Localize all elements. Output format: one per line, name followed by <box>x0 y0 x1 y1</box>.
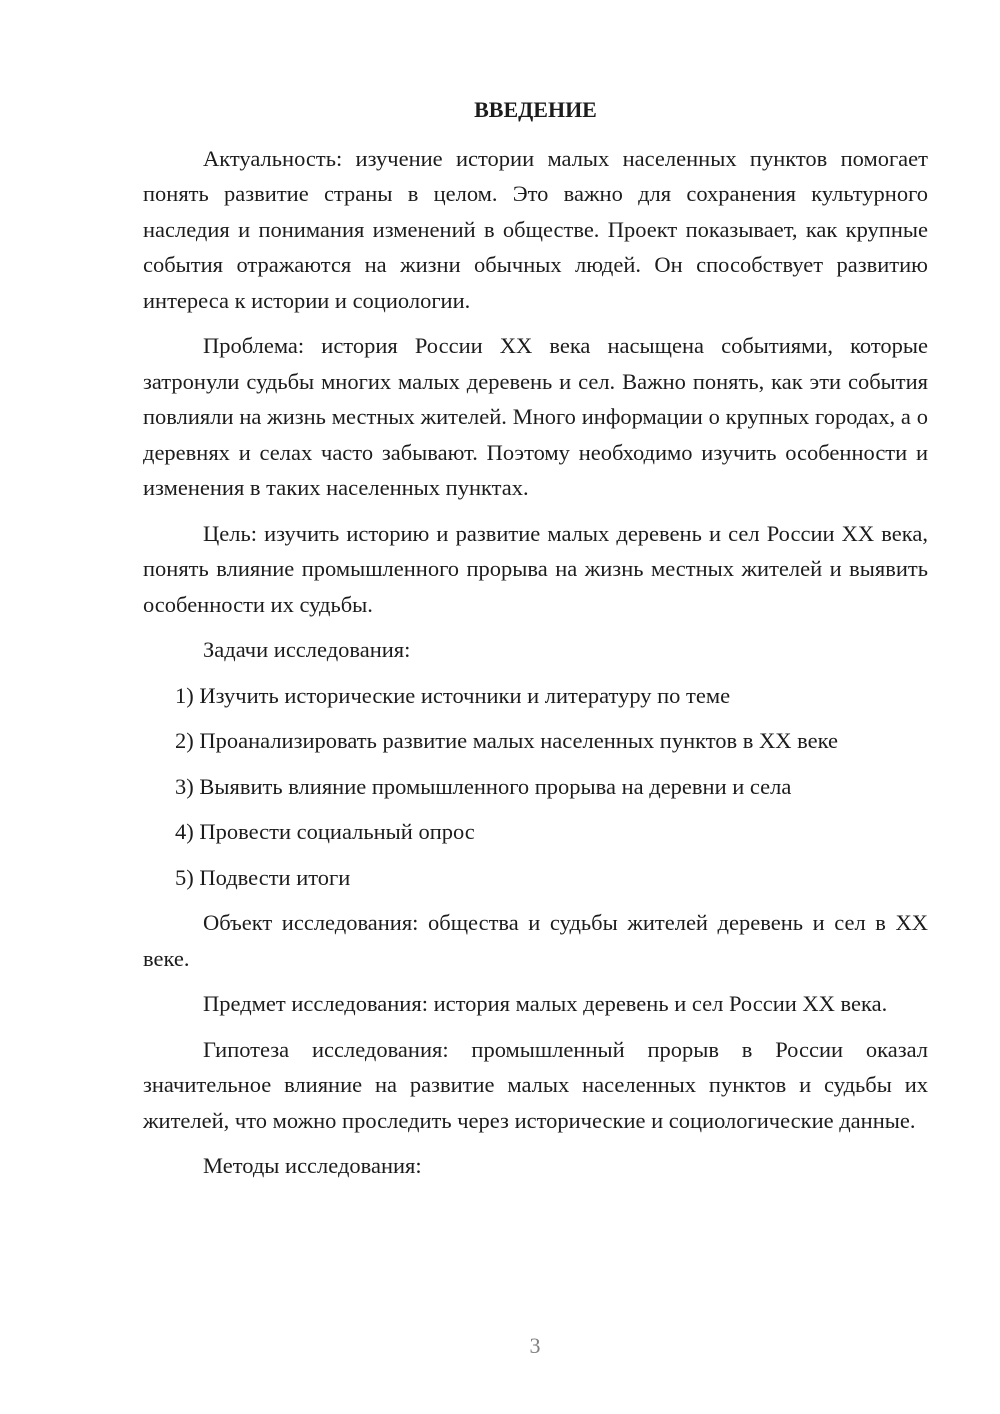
task-item: 2) Проанализировать развитие малых населенных пунктов в XX веке <box>175 728 839 753</box>
hypothesis-paragraph: Гипотеза исследования: промышленный прорыв в России оказал значительное влияние на развитие малых населенных пунктов и судьбы их жителей, что можно проследить через исторические и социологические данные. <box>143 1036 928 1133</box>
problem-paragraph: Проблема: история России XX века насыщена событиями, которые затронули судьбы многих малых деревень и сел. Важно понять, как эти события повлияли на жизнь местных жителей. Много информации о крупных городах, а о деревнях и селах часто забывают. Поэтому необходимо изучить особенности и изменения в таких населенных пунктах. <box>143 333 928 500</box>
page-number: 3 <box>529 1333 541 1358</box>
tasks-title: Задачи исследования: <box>203 637 411 662</box>
task-item: 5) Подвести итоги <box>175 864 351 890</box>
relevance-paragraph: Актуальность: изучение истории малых населенных пунктов помогает понять развитие страны в целом. Это важно для сохранения культурного наследия и понимания изменений в обществе. Проект показывает, как крупные события отражаются на жизни обычных людей. Он способствует развитию интереса к истории и социологии. <box>143 145 928 313</box>
methods-title: Методы исследования: <box>203 1153 422 1178</box>
task-list <box>143 678 928 896</box>
task-item: 3) Выявить влияние промышленного прорыва на деревни и села <box>175 773 792 799</box>
task-item: 4) Провести социальный опрос <box>175 819 475 844</box>
goal-paragraph: Цель: изучить историю и развитие малых деревень и сел России XX века, понять влияние промышленного прорыва на жизнь местных жителей и выявить особенности их судьбы. <box>143 520 928 617</box>
document-page <box>143 92 928 1194</box>
subject-paragraph: Предмет исследования: история малых деревень и сел России XX века. <box>203 991 888 1016</box>
section-heading: ВВЕДЕНИЕ <box>474 97 597 122</box>
task-item: 1) Изучить исторические источники и литературу по теме <box>175 682 731 708</box>
object-paragraph: Объект исследования: общества и судьбы жителей деревень и сел в XX веке. <box>143 910 928 971</box>
